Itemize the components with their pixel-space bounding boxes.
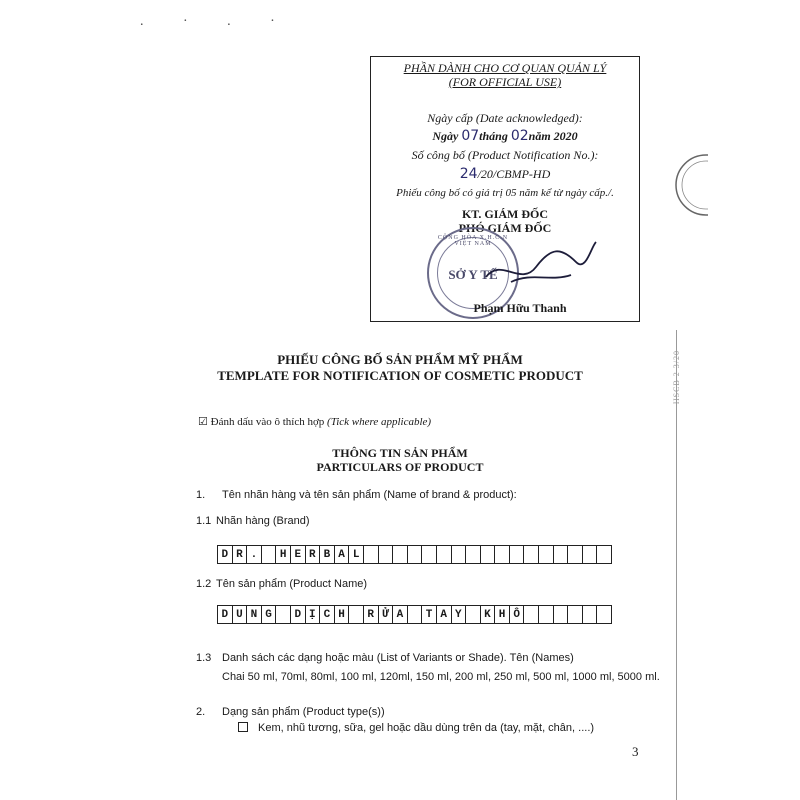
brand-cell [262,546,277,563]
brand-cell [524,546,539,563]
edge-stamp-fragment [668,150,708,220]
brand-cell [364,546,379,563]
brand-cell [554,546,569,563]
product-cell: Ị [306,606,321,623]
brand-cell [481,546,496,563]
official-header-vi: PHẦN DÀNH CHO CƠ QUAN QUẢN LÝ [403,61,607,75]
brand-cell [422,546,437,563]
product-cell [408,606,423,623]
brand-char-grid [217,545,612,564]
brand-cell: A [335,546,350,563]
product-cell: Y [452,606,467,623]
scan-marks: . · . · [140,14,293,29]
brand-cell [379,546,394,563]
date-label: Ngày cấp (Date acknowledged): [427,111,583,125]
product-cell: K [481,606,496,623]
product-cell [597,606,612,623]
product-cell: Ử [379,606,394,623]
brand-cell [466,546,481,563]
item-1-3-label: Danh sách các dạng hoặc màu (List of Variants or Shade). Tên (Names) [222,652,574,664]
product-char-grid [217,605,612,624]
notification-number-label: Số công bố (Product Notification No.): [411,148,599,162]
item-2-number: 2. [196,706,206,718]
product-cell: T [422,606,437,623]
page-number: 3 [632,744,639,759]
section-title-vi: THÔNG TIN SẢN PHẨM [332,446,468,460]
brand-cell [393,546,408,563]
brand-cell [568,546,583,563]
product-cell: H [335,606,350,623]
product-cell [568,606,583,623]
brand-cell [408,546,423,563]
brand-cell: . [247,546,262,563]
product-cell: A [393,606,408,623]
product-cell: U [233,606,248,623]
product-cell [466,606,481,623]
official-use-box [370,56,640,322]
product-cell [524,606,539,623]
product-cell: G [262,606,277,623]
page-title-vi: PHIẾU CÔNG BỐ SẢN PHẨM MỸ PHẨM [277,352,523,367]
product-cell: D [291,606,306,623]
brand-cell [510,546,525,563]
item-1-label: Tên nhãn hàng và tên sản phẩm (Name of brand & product): [222,489,517,501]
date-month: 02 [510,128,529,144]
brand-cell: L [349,546,364,563]
item-1-2-number: 1.2 [196,578,212,590]
product-cell: N [247,606,262,623]
brand-cell [452,546,467,563]
product-cell: C [320,606,335,623]
signer-title-1: KT. GIÁM ĐỐC [461,207,549,221]
date-line: Ngày 07tháng 02năm 2020 [432,128,578,144]
brand-cell: R [306,546,321,563]
item-1-3-number: 1.3 [196,652,212,664]
product-cell: A [437,606,452,623]
brand-cell: D [218,546,233,563]
variants-list: Chai 50 ml, 70ml, 80ml, 100 ml, 120ml, 150 ml, 200 ml, 250 ml, 500 ml, 1000 ml, 5000 ml. [222,671,660,683]
seal-center-text: SỞ Y TẾ [448,267,498,282]
validity-note: Phiếu công bố có giá trị 05 năm kể từ ngày cấp./. [396,187,614,199]
signer-name: Phạm Hữu Thanh [473,301,567,315]
item-1-1-label: Nhãn hàng (Brand) [216,515,310,527]
product-cell [539,606,554,623]
brand-cell [495,546,510,563]
product-type-checkbox[interactable] [238,722,248,732]
item-2-label: Dạng sản phẩm (Product type(s)) [222,706,385,718]
product-cell: H [495,606,510,623]
product-cell: Ô [510,606,525,623]
signature [481,237,601,297]
checked-box-icon: ☑ [198,416,208,428]
product-cell [554,606,569,623]
item-1-2-label: Tên sản phẩm (Product Name) [216,578,368,590]
item-1-1-number: 1.1 [196,515,212,527]
brand-cell: E [291,546,306,563]
product-cell [349,606,364,623]
official-seal: CỘNG HÒA X.H.C.N VIỆT NAM SỞ Y TẾ [427,227,519,319]
tick-instruction: ☑ Đánh dấu vào ô thích hợp (Tick where applicable) [198,416,432,428]
item-1-number: 1. [196,489,206,501]
official-header-en: (FOR OFFICIAL USE) [448,75,562,89]
brand-cell: B [320,546,335,563]
signer-title-2: PHÓ GIÁM ĐỐC [458,221,552,235]
brand-cell [583,546,598,563]
brand-cell [539,546,554,563]
product-cell [276,606,291,623]
notification-number: 24/20/CBMP-HD [459,166,551,182]
edge-annotation: HSCB 2 3/20 [672,350,681,405]
brand-cell [597,546,612,563]
section-title-en: PARTICULARS OF PRODUCT [316,460,484,474]
brand-cell: R [233,546,248,563]
brand-cell: H [276,546,291,563]
date-day: 07 [461,128,480,144]
page-title-en: TEMPLATE FOR NOTIFICATION OF COSMETIC PRODUCT [217,368,583,383]
product-cell: D [218,606,233,623]
product-cell: R [364,606,379,623]
product-type-option: Kem, nhũ tương, sữa, gel hoặc dầu dùng trên da (tay, mặt, chân, ....) [258,722,595,734]
product-cell [583,606,598,623]
brand-cell [437,546,452,563]
